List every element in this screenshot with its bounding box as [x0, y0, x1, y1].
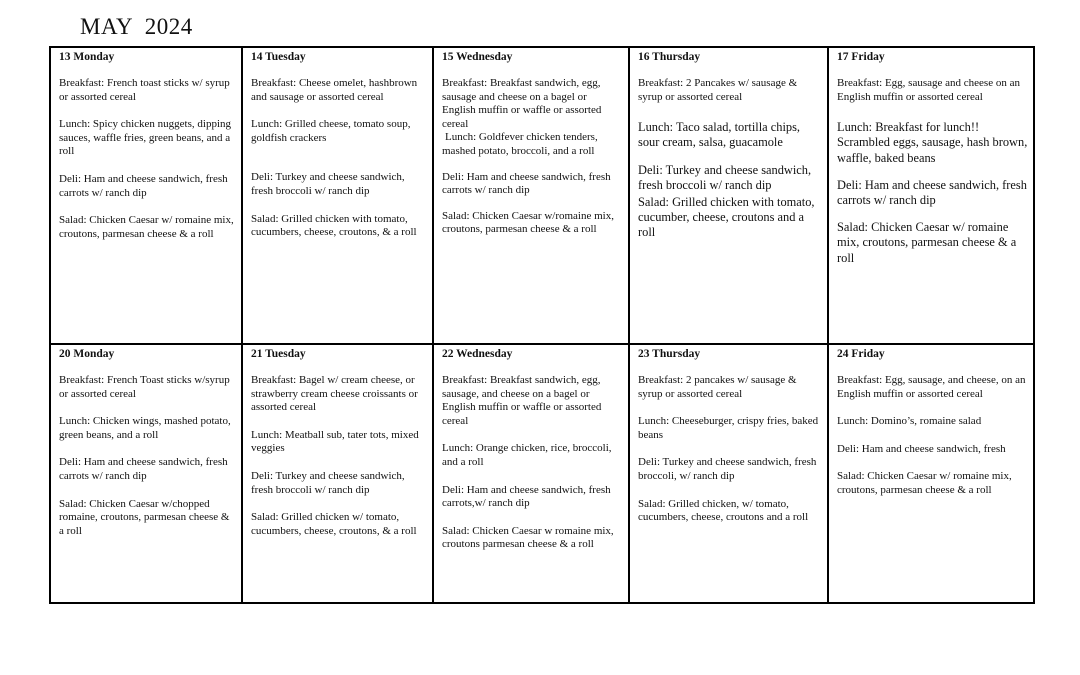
day-cell-13-monday [51, 48, 243, 345]
breakfast-item: Breakfast: French toast sticks w/ syrup or assorted cereal [59, 77, 230, 103]
month-year: 2024 [144, 14, 193, 39]
breakfast-item: Breakfast: Egg, sausage, and cheese, on an English muffin or assorted cereal [837, 374, 1026, 400]
day-cell-14-tuesday [243, 48, 434, 345]
lunch-item: Lunch: Grilled cheese, tomato soup, goldfish crackers [251, 118, 411, 144]
salad-item: Salad: Grilled chicken, w/ tomato, cucumbers, cheese, croutons and a roll [638, 497, 809, 524]
breakfast-item: Breakfast: Cheese omelet, hashbrown and sausage or assorted cereal [251, 77, 418, 103]
lunch-item: Lunch: Goldfever chicken tenders, mashed potato, broccoli, and a roll [442, 131, 598, 157]
breakfast-item: Breakfast: 2 Pancakes w/ sausage & syrup or assorted cereal [638, 77, 798, 103]
day-cell-23-thursday [630, 345, 829, 602]
lunch-item: Lunch: Taco salad, tortilla chips, sour cream, salsa, guacamole [638, 120, 801, 150]
day-header: 14 Tuesday [251, 51, 306, 63]
day-header: 16 Thursday [638, 51, 701, 63]
breakfast-item: Breakfast: French Toast sticks w/syrup or assorted cereal [59, 374, 230, 400]
lunch-item: Lunch: Chicken wings, mashed potato, green beans, and a roll [59, 415, 231, 441]
day-header: 24 Friday [837, 348, 885, 360]
salad-item: Salad: Chicken Caesar w/ romaine mix, croutons, parmesan cheese & a roll [837, 220, 1017, 265]
day-cell-22-wednesday [434, 345, 630, 602]
salad-item: Salad: Chicken Caesar w/chopped romaine, croutons, parmesan cheese & a roll [59, 497, 230, 537]
day-cell-17-friday [829, 48, 1033, 345]
day-cell-24-friday [829, 345, 1033, 602]
lunch-item: Lunch: Spicy chicken nuggets, dipping sauces, waffle fries, green beans, and a roll [59, 118, 231, 158]
deli-item: Deli: Ham and cheese sandwich, fresh carrots,w/ ranch dip [442, 483, 611, 510]
day-header: 20 Monday [59, 348, 115, 360]
salad-item: Salad: Grilled chicken w/ tomato, cucumbers, cheese, croutons, & a roll [251, 511, 417, 537]
day-cell-20-monday [51, 345, 243, 602]
deli-item: Deli: Turkey and cheese sandwich, fresh broccoli w/ ranch dip [251, 469, 405, 496]
deli-item: Deli: Ham and cheese sandwich, fresh [837, 442, 1006, 455]
salad-item: Salad: Grilled chicken with tomato, cucumber, cheese, croutons and a roll [638, 195, 815, 240]
day-header: 21 Tuesday [251, 348, 306, 360]
salad-item: Salad: Grilled chicken with tomato, cucumbers, cheese, croutons, & a roll [251, 212, 417, 239]
day-header: 23 Thursday [638, 348, 701, 360]
deli-item: Deli: Turkey and cheese sandwich, fresh broccoli w/ ranch dip [251, 171, 405, 197]
salad-item: Salad: Chicken Caesar w/ romaine mix, croutons, parmesan cheese & a roll [837, 470, 1012, 496]
page-title [80, 14, 193, 40]
day-header: 15 Wednesday [442, 51, 513, 63]
day-cell-15-wednesday [434, 48, 630, 345]
day-header: 22 Wednesday [442, 348, 513, 360]
breakfast-item: Breakfast: Breakfast sandwich, egg, sausage, and cheese on a bagel or English muffin or waffle or assorted cereal [442, 374, 602, 427]
salad-item: Salad: Chicken Caesar w/ romaine mix, croutons, parmesan cheese & a roll [59, 214, 234, 240]
deli-item: Deli: Ham and cheese sandwich, fresh carrots w/ ranch dip [837, 177, 1027, 207]
month-name: MAY [80, 14, 133, 39]
salad-item: Salad: Chicken Caesar w/romaine mix, croutons, parmesan cheese & a roll [442, 209, 614, 236]
lunch-item: Lunch: Domino’s, romaine salad [837, 415, 982, 428]
breakfast-item: Breakfast: Breakfast sandwich, egg, sausage and cheese on a bagel or English muffin or waffle or assorted cereal [442, 77, 602, 130]
lunch-item: Lunch: Meatball sub, tater tots, mixed veggies [251, 428, 419, 455]
day-header: 17 Friday [837, 51, 885, 63]
deli-item: Deli: Ham and cheese sandwich, fresh carrots w/ ranch dip [442, 170, 611, 197]
lunch-item: Lunch: Cheeseburger, crispy fries, baked beans [638, 415, 819, 441]
breakfast-item: Breakfast: Bagel w/ cream cheese, or strawberry cream cheese croissants or assorted cereal [251, 374, 418, 414]
day-header: 13 Monday [59, 51, 115, 63]
deli-item: Deli: Turkey and cheese sandwich, fresh broccoli w/ ranch dip [638, 162, 812, 192]
breakfast-item: Breakfast: 2 pancakes w/ sausage & syrup or assorted cereal [638, 374, 797, 400]
lunch-item: Lunch: Breakfast for lunch!! Scrambled eggs, sausage, hash brown, waffle, baked beans [837, 120, 1028, 165]
breakfast-item: Breakfast: Egg, sausage and cheese on an English muffin or assorted cereal [837, 77, 1020, 103]
day-cell-16-thursday [630, 48, 829, 345]
deli-item: Deli: Ham and cheese sandwich, fresh carrots w/ ranch dip [59, 172, 228, 199]
deli-item: Deli: Ham and cheese sandwich, fresh carrots w/ ranch dip [59, 456, 228, 482]
deli-item: Deli: Turkey and cheese sandwich, fresh broccoli, w/ ranch dip [638, 456, 817, 482]
lunch-item: Lunch: Orange chicken, rice, broccoli, and a roll [442, 442, 612, 468]
menu-calendar-grid [49, 46, 1035, 604]
day-cell-21-tuesday [243, 345, 434, 602]
salad-item: Salad: Chicken Caesar w romaine mix, croutons parmesan cheese & a roll [442, 524, 614, 551]
